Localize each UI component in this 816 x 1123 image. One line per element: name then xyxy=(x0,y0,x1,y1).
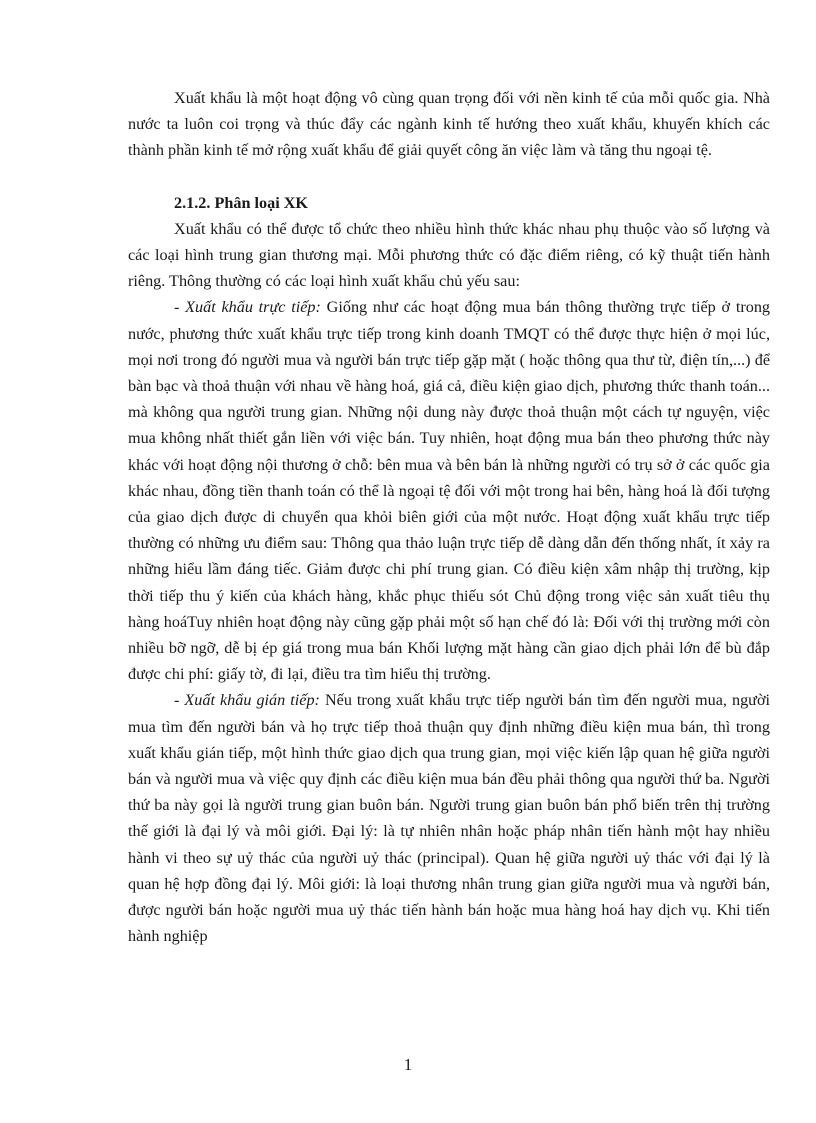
section-intro-paragraph: Xuất khẩu có thể được tổ chức theo nhiều hình thức khác nhau phụ thuộc vào số lượng và các loại hình trung gian thương mại. Mỗi phương thức có đặc điểm riêng, có kỹ thuật tiến hành riêng. Thông thường có các loại hình xuất khẩu chủ yếu sau: xyxy=(128,219,770,291)
page-number: 1 xyxy=(403,1055,413,1074)
indirect-export-term: - Xuất khẩu gián tiếp: xyxy=(174,691,320,710)
direct-export-term: - Xuất khẩu trực tiếp: xyxy=(174,298,321,317)
direct-export-paragraph xyxy=(128,294,770,687)
document-body xyxy=(128,85,770,950)
indirect-export-paragraph xyxy=(128,687,770,949)
direct-export-text: Giống như các hoạt động mua bán thông thường trực tiếp ở trong nước, phương thức xuất khẩu trực tiếp trong kinh doanh TMQT có thể được thực hiện ở mọi lúc, mọi nơi trong đó người mua và người bán trực tiếp gặp mặt ( hoặc thông qua thư từ, điện tín,...) để bàn bạc và thoả thuận với nhau về hàng hoá, giá cả, điều kiện giao dịch, phương thức thanh toán... mà không qua người trung gian. Những nội dung này được thoả thuận một cách tự nguyện, việc mua không nhất thiết gắn liền với việc bán. Tuy nhiên, hoạt động mua bán theo phương thức này khác với hoạt động nội thương ở chỗ: bên mua và bên bán là những người có trụ sở ở các quốc gia khác nhau, đồng tiền thanh toán có thể là ngoại tệ đối với một trong hai bên, hàng hoá là đối tượng của giao dịch được di chuyển qua khỏi biên giới của một nước. Hoạt động xuất khẩu trực tiếp thường có những ưu điểm sau: Thông qua thảo luận trực tiếp dễ dàng dẫn đến thống nhất, ít xảy ra những hiểu lầm đáng tiếc. Giảm được chi phí trung gian. Có điều kiện xâm nhập thị trường, kịp thời tiếp thu ý kiến của khách hàng, khắc phục thiếu sót Chủ động trong việc sản xuất tiêu thụ hàng hoáTuy nhiên hoạt động này cũng gặp phải một số hạn chế đó là: Đối với thị trường mới còn nhiều bỡ ngỡ, dễ bị ép giá trong mua bán Khối lượng mặt hàng cần giao dịch phải lớn để bù đắp được chi phí: giấy tờ, đi lại, điều tra tìm hiểu thị trường. xyxy=(128,298,771,684)
section-heading: 2.1.2. Phân loại XK xyxy=(174,193,309,212)
indirect-export-text: Nếu trong xuất khẩu trực tiếp người bán tìm đến người mua, người mua tìm đến người bán và họ trực tiếp thoả thuận quy định những điều kiện mua bán, thì trong xuất khẩu gián tiếp, một hình thức giao dịch qua trung gian, mọi việc kiến lập quan hệ giữa người bán và người mua và việc quy định các điều kiện mua bán đều phải thông qua người thứ ba. Người thứ ba này gọi là người trung gian buôn bán. Người trung gian buôn bán phổ biến trên thị trường thế giới là đại lý và môi giới. Đại lý: là tự nhiên nhân hoặc pháp nhân tiến hành một hay nhiều hành vi theo sự uỷ thác của người uỷ thác (principal). Quan hệ giữa người uỷ thác với đại lý là quan hệ hợp đồng đại lý. Môi giới: là loại thương nhân trung gian giữa người mua và người bán, được người bán hoặc người mua uỷ thác tiến hành bán hoặc mua hàng hoá hay dịch vụ. Khi tiến hành nghiệp xyxy=(128,691,771,946)
intro-paragraph: Xuất khẩu là một hoạt động vô cùng quan trọng đối với nền kinh tế của mỗi quốc gia. Nhà nước ta luôn coi trọng và thúc đẩy các ngành kinh tế hướng theo xuất khẩu, khuyến khích các thành phần kinh tế mở rộng xuất khẩu để giải quyết công ăn việc làm và tăng thu ngoại tệ. xyxy=(128,89,770,160)
